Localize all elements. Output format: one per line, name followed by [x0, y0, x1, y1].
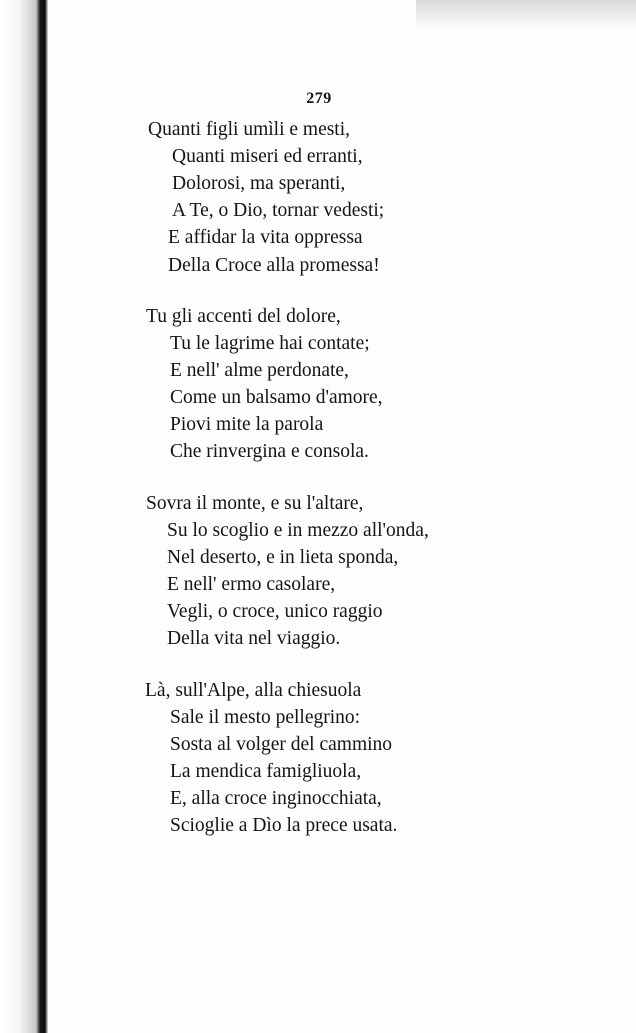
verse-line: Della Croce alla promessa! [168, 255, 380, 276]
verse-line: Là, sull'Alpe, alla chiesuola [145, 680, 362, 701]
verse-line: Scioglie a Dìo la prece usata. [170, 815, 398, 836]
verse-line: Tu le lagrime hai contate; [170, 333, 370, 354]
verse-line: Della vita nel viaggio. [167, 628, 341, 649]
scan-shadow [416, 0, 636, 30]
verse-line: Quanti figli umìli e mesti, [148, 119, 351, 140]
verse-line: Vegli, o croce, unico raggio [167, 601, 383, 622]
verse-line: Piovi mite la parola [170, 414, 324, 435]
page-number: 279 [306, 90, 332, 107]
verse-line: E, alla croce inginocchiata, [170, 788, 382, 809]
verse-line: A Te, o Dio, tornar vedesti; [172, 200, 385, 221]
verse-line: Come un balsamo d'amore, [170, 387, 383, 408]
verse-line: E affidar la vita oppressa [168, 227, 363, 248]
verse-line: Sale il mesto pellegrino: [170, 707, 361, 728]
verse-line: E nell' ermo casolare, [167, 574, 336, 595]
verse-line: Nel deserto, e in lieta sponda, [167, 547, 399, 568]
verse-line: Che rinvergina e consola. [170, 441, 369, 462]
verse-line: Sosta al volger del cammino [170, 734, 393, 755]
book-binding-edge [0, 0, 48, 1033]
verse-line: E nell' alme perdonate, [170, 360, 349, 381]
verse-line: La mendica famigliuola, [170, 761, 362, 782]
verse-line: Quanti miseri ed erranti, [172, 146, 363, 167]
verse-line: Dolorosi, ma speranti, [172, 173, 346, 194]
verse-line: Tu gli accenti del dolore, [146, 306, 341, 327]
verse-line: Sovra il monte, e su l'altare, [146, 493, 364, 514]
verse-line: Su lo scoglio e in mezzo all'onda, [167, 520, 429, 541]
